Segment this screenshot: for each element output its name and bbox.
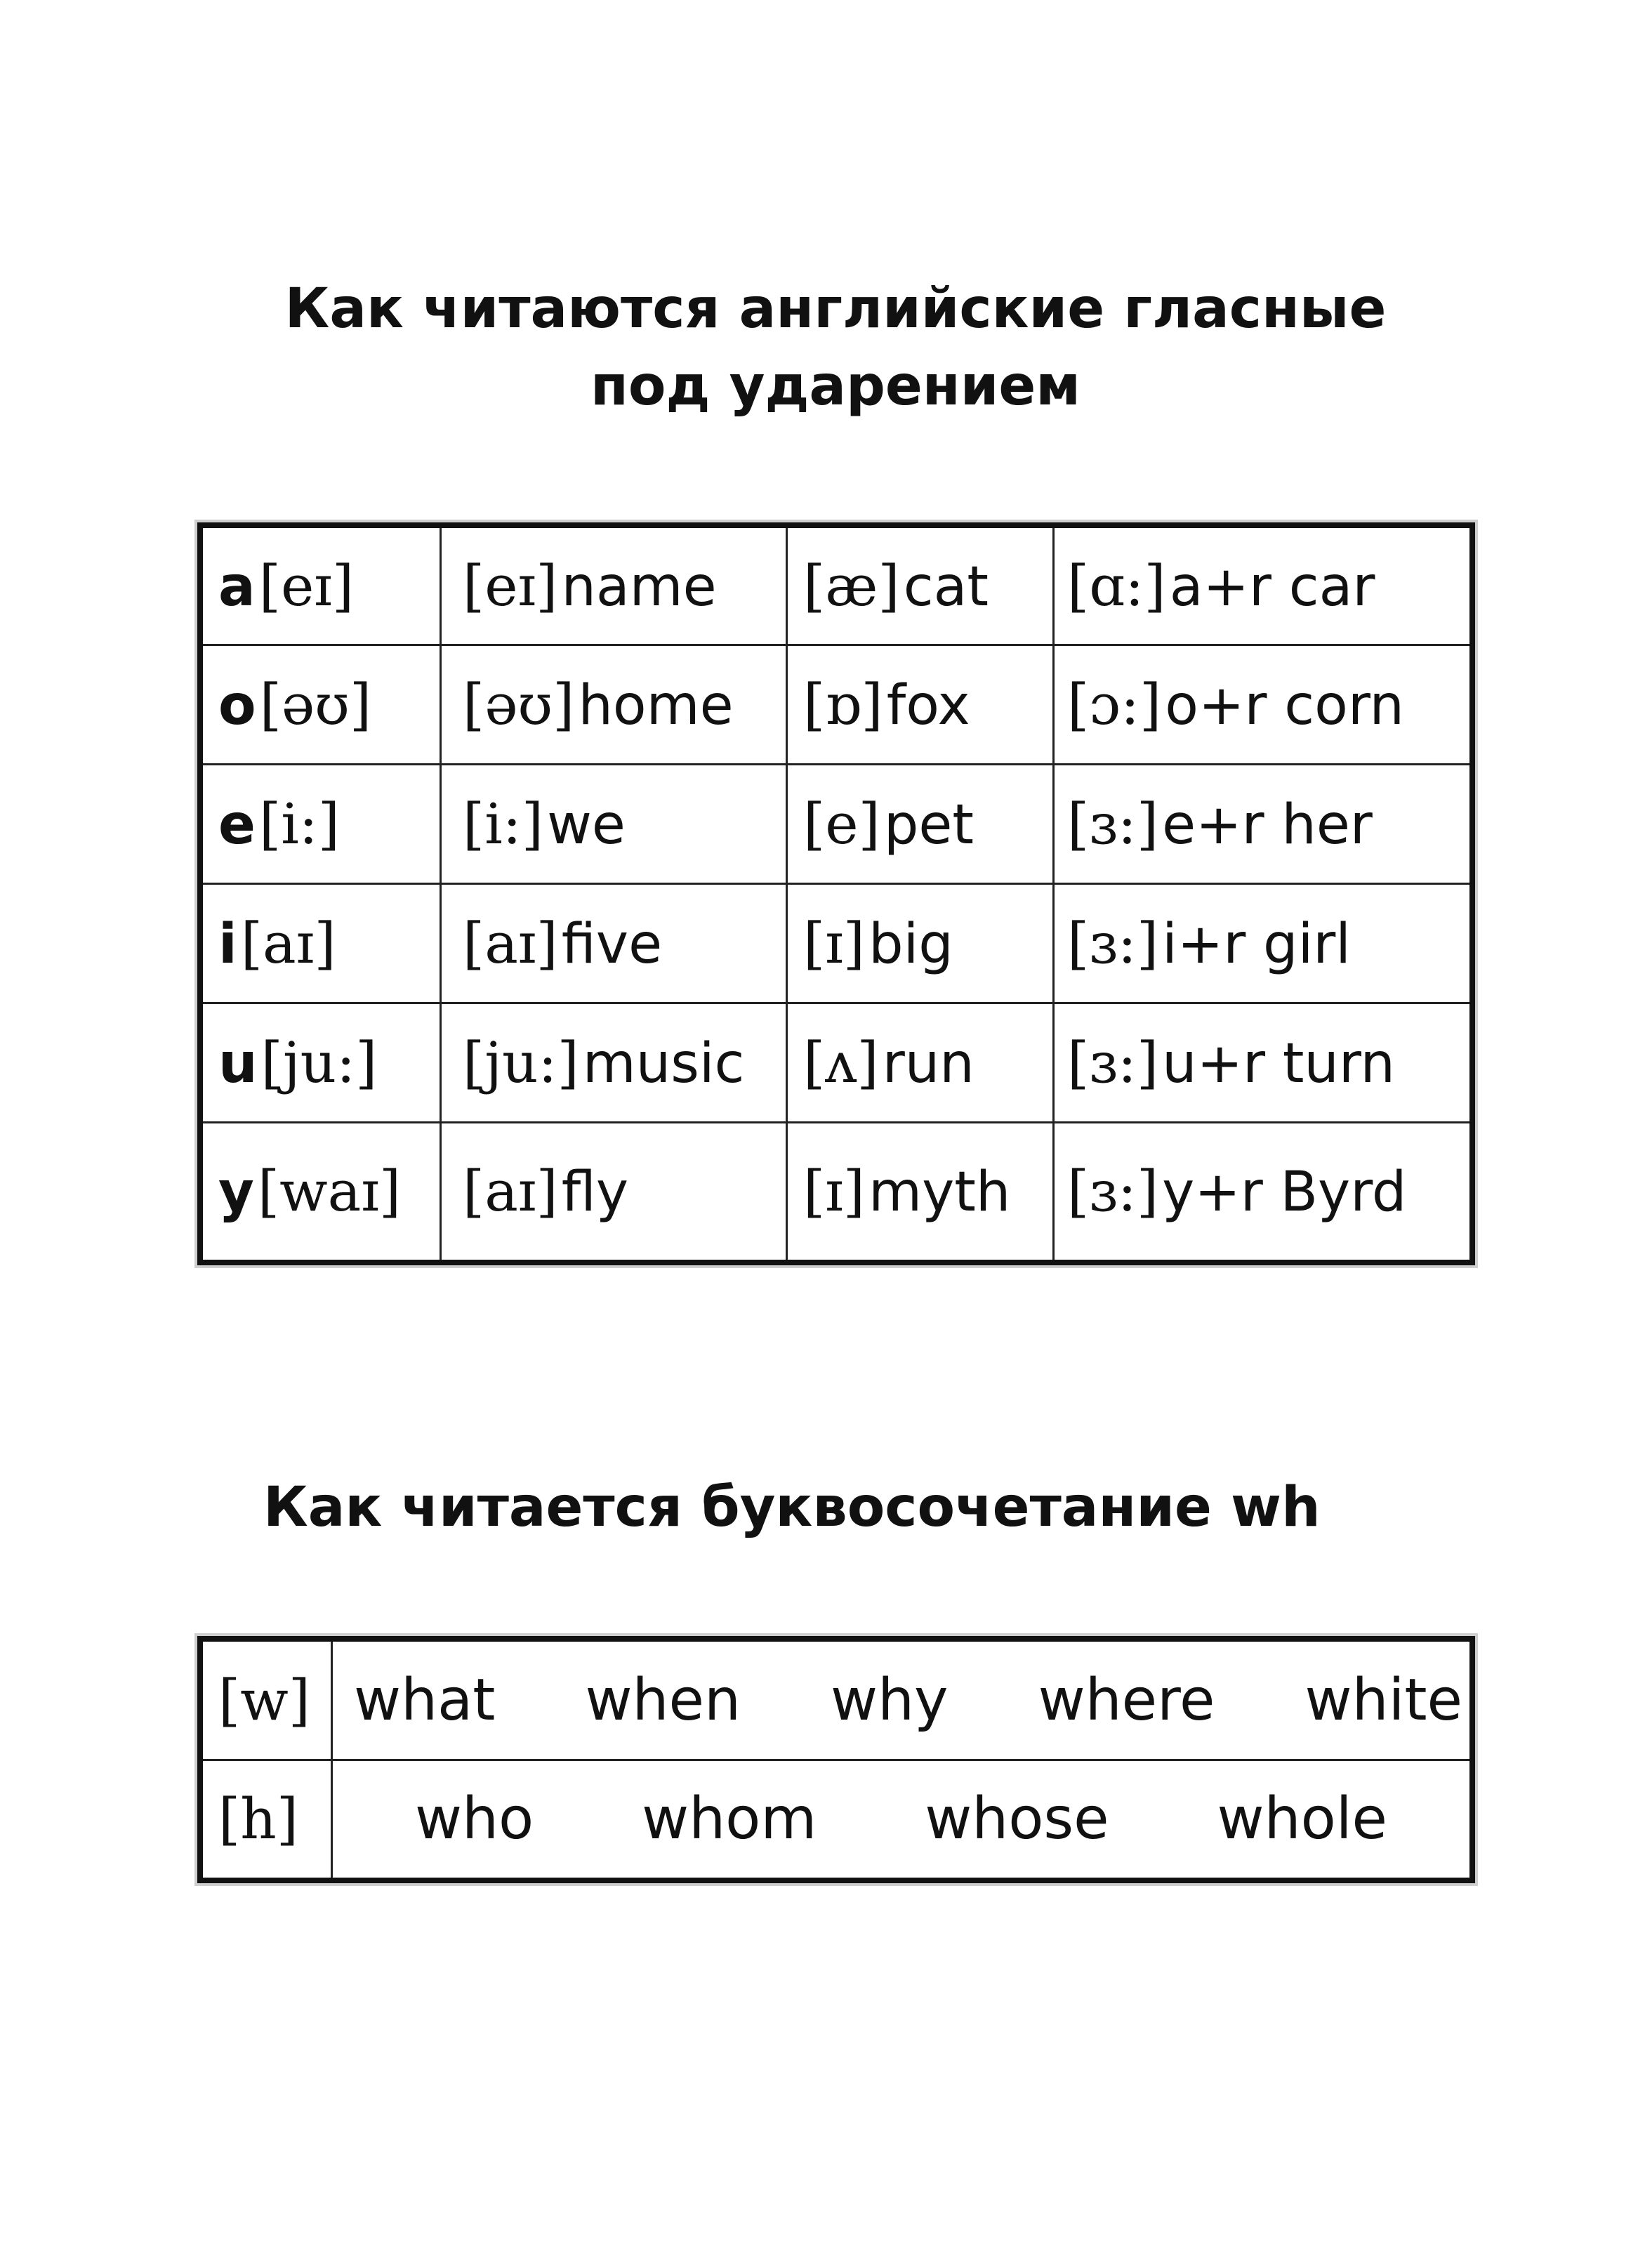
- table-row: [200, 645, 1472, 764]
- closed-example-word: big: [868, 912, 953, 976]
- wh-example-word: where: [1038, 1666, 1215, 1734]
- vowel-letter-cell: [200, 1003, 441, 1122]
- vowel-letter: a: [218, 555, 256, 619]
- closed-transcription: [æ]: [803, 553, 900, 619]
- closed-example-word: myth: [868, 1161, 1011, 1225]
- closed-example-word: fox: [886, 673, 970, 737]
- vowel-letter: u: [218, 1031, 258, 1095]
- vowels-title-line1: Как читаются английские гласные: [284, 277, 1387, 341]
- wh-sound-cell: [200, 1760, 332, 1880]
- open-transcription: [aɪ]: [463, 1159, 558, 1225]
- table-row: [200, 1122, 1472, 1262]
- closed-syllable-cell: [787, 525, 1054, 645]
- open-syllable-cell: [441, 764, 787, 883]
- open-syllable-cell: [441, 645, 787, 764]
- wh-example-word: who: [414, 1786, 534, 1853]
- open-syllable-cell: [441, 1122, 787, 1262]
- r-example-word: u+r turn: [1162, 1031, 1395, 1095]
- open-transcription: [əʊ]: [463, 671, 575, 737]
- open-example-word: music: [582, 1031, 745, 1095]
- r-transcription: [ɜ:]: [1067, 1159, 1159, 1225]
- letter-transcription: [waɪ]: [257, 1159, 402, 1225]
- vowel-letter: e: [218, 793, 256, 857]
- wh-table: [197, 1636, 1475, 1883]
- vowel-letter-cell: [200, 1122, 441, 1262]
- vowel-letter: o: [218, 673, 256, 737]
- table-row: [200, 764, 1472, 883]
- open-example-word: fly: [561, 1161, 629, 1225]
- letter-transcription: [aɪ]: [240, 910, 336, 976]
- r-transcription: [ɑ:]: [1067, 553, 1166, 619]
- closed-transcription: [ɪ]: [803, 1159, 866, 1225]
- wh-sound: [w]: [218, 1667, 310, 1733]
- wh-example-word: white: [1304, 1666, 1462, 1734]
- closed-syllable-cell: [787, 645, 1054, 764]
- r-combination-cell: [1054, 1122, 1473, 1262]
- closed-syllable-cell: [787, 1122, 1054, 1262]
- open-example-word: five: [561, 912, 663, 976]
- wh-example-word: what: [354, 1666, 496, 1734]
- closed-transcription: [ɒ]: [803, 671, 883, 737]
- r-combination-cell: [1054, 525, 1473, 645]
- r-transcription: [ɜ:]: [1067, 791, 1159, 857]
- open-syllable-cell: [441, 1003, 787, 1122]
- r-example-word: e+r her: [1162, 793, 1373, 857]
- closed-transcription: [e]: [803, 791, 880, 857]
- letter-transcription: [eɪ]: [258, 553, 355, 619]
- r-example-word: y+r Byrd: [1162, 1161, 1407, 1225]
- closed-syllable-cell: [787, 883, 1054, 1003]
- open-syllable-cell: [441, 525, 787, 645]
- r-transcription: [ɜ:]: [1067, 910, 1159, 976]
- open-syllable-cell: [441, 883, 787, 1003]
- open-example-word: name: [561, 555, 717, 619]
- table-row: [200, 1760, 1472, 1880]
- wh-title: Как читается буквосочетание wh: [263, 1476, 1321, 1539]
- r-combination-cell: [1054, 645, 1473, 764]
- r-combination-cell: [1054, 1003, 1473, 1122]
- vowels-table: [197, 522, 1475, 1265]
- closed-syllable-cell: [787, 1003, 1054, 1122]
- wh-example-word: whole: [1217, 1786, 1387, 1853]
- r-example-word: i+r girl: [1162, 912, 1351, 976]
- letter-transcription: [i:]: [259, 791, 340, 857]
- wh-sound: [h]: [218, 1786, 298, 1852]
- letter-transcription: [ju:]: [260, 1029, 378, 1095]
- table-row: [200, 525, 1472, 645]
- table-row: [200, 1003, 1472, 1122]
- closed-example-word: run: [882, 1031, 975, 1095]
- letter-transcription: [əʊ]: [259, 671, 372, 737]
- wh-words-cell: [332, 1639, 1473, 1760]
- r-transcription: [ɔ:]: [1067, 671, 1162, 737]
- open-example-word: home: [578, 673, 734, 737]
- vowel-letter-cell: [200, 645, 441, 764]
- open-transcription: [i:]: [463, 791, 543, 857]
- closed-example-word: cat: [903, 555, 989, 619]
- closed-example-word: pet: [883, 793, 974, 857]
- table-row: [200, 1639, 1472, 1760]
- vowel-letter-cell: [200, 883, 441, 1003]
- open-transcription: [eɪ]: [463, 553, 558, 619]
- vowels-title-line2: под ударением: [590, 355, 1081, 418]
- closed-transcription: [ʌ]: [803, 1029, 879, 1095]
- wh-example-word: whom: [642, 1786, 817, 1853]
- r-combination-cell: [1054, 764, 1473, 883]
- vowel-letter: y: [218, 1161, 254, 1225]
- vowel-letter-cell: [200, 764, 441, 883]
- open-transcription: [ju:]: [463, 1029, 579, 1095]
- r-example-word: o+r corn: [1165, 673, 1404, 737]
- table-row: [200, 883, 1472, 1003]
- wh-sound-cell: [200, 1639, 332, 1760]
- wh-word-list: [333, 1786, 1469, 1852]
- r-example-word: a+r car: [1169, 555, 1375, 619]
- wh-example-word: when: [585, 1666, 741, 1734]
- wh-words-cell: [332, 1760, 1473, 1880]
- r-combination-cell: [1054, 883, 1473, 1003]
- wh-example-word: whose: [925, 1786, 1109, 1853]
- closed-syllable-cell: [787, 764, 1054, 883]
- open-transcription: [aɪ]: [463, 910, 558, 976]
- open-example-word: we: [547, 793, 626, 857]
- vowel-letter: i: [218, 912, 237, 976]
- wh-example-word: why: [831, 1666, 949, 1734]
- r-transcription: [ɜ:]: [1067, 1029, 1159, 1095]
- vowel-letter-cell: [200, 525, 441, 645]
- wh-word-list: [333, 1667, 1469, 1734]
- closed-transcription: [ɪ]: [803, 910, 866, 976]
